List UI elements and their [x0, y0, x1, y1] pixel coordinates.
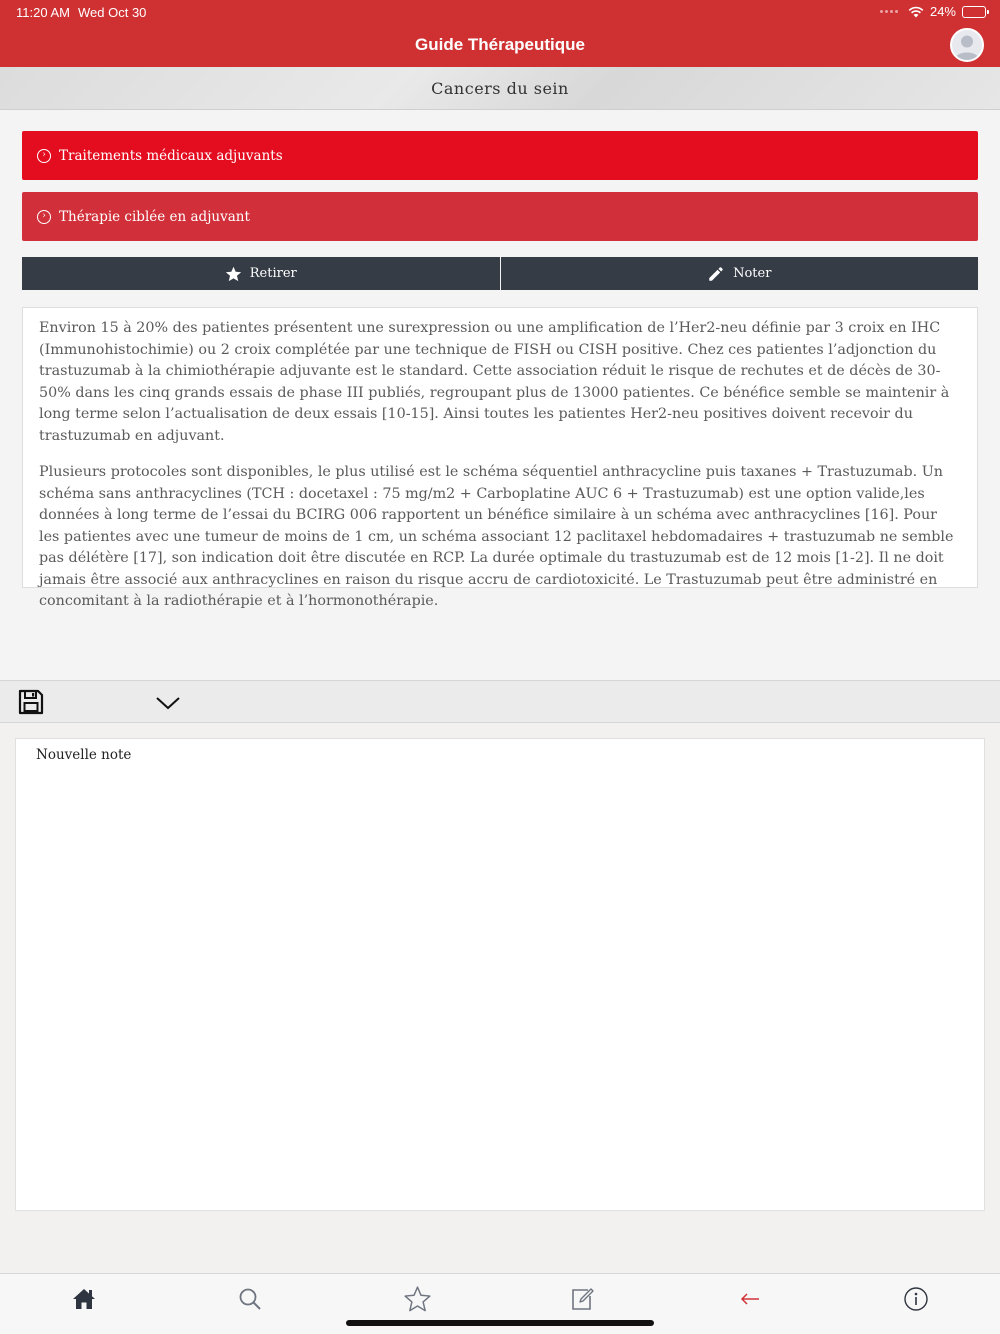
breadcrumb-label: Traitements médicaux adjuvants: [59, 147, 283, 164]
note-toolbar: [0, 680, 1000, 723]
pencil-icon: [707, 265, 725, 283]
battery-icon: [962, 6, 986, 18]
cellular-signal-icon: [880, 10, 898, 13]
action-bar: [22, 257, 978, 290]
app-header: [0, 0, 1000, 67]
note-editor[interactable]: [15, 738, 985, 1211]
remove-label: Retirer: [249, 266, 297, 281]
note-title: Nouvelle note: [36, 747, 132, 763]
user-icon: [952, 30, 982, 60]
breadcrumb-label: Thérapie ciblée en adjuvant: [59, 208, 250, 225]
tab-notes[interactable]: [568, 1284, 598, 1314]
back-arrow-icon: [739, 1291, 761, 1307]
status-right: [880, 4, 986, 19]
home-indicator: [346, 1320, 654, 1326]
content-area: [0, 110, 1000, 680]
chevron-down-icon[interactable]: [155, 692, 181, 712]
tab-favorites[interactable]: [402, 1284, 432, 1314]
star-filled-icon: [225, 266, 242, 282]
tab-search[interactable]: [235, 1284, 265, 1314]
breadcrumb-traitements-adjuvants[interactable]: [22, 131, 978, 180]
battery-percent: 24%: [929, 4, 956, 19]
star-icon: [404, 1286, 431, 1312]
app-title: Guide Thérapeutique: [414, 35, 586, 54]
tab-back[interactable]: [735, 1284, 765, 1314]
article-paragraph: Environ 15 à 20% des patientes présentent une surexpression ou une amplification de l’Her2-neu définie par 3 croix en IHC (Immunohistochimie) ou 2 croix complétée par une technique de FISH ou CISH positive. Chez ces patientes l’adjonction du trastuzumab à la chimiothérapie adjuvante est le standard. Cette association réduit le risque de rechutes et de décès de 30-50% dans les cinq grands essais de phase III publiés, regroupant plus de 13000 patientes. Ce bénéfice semble se maintenir à long terme selon l’actualisation de deux essais [10-15]. Ainsi toutes les patientes Her2-neu positives doivent recevoir du trastuzumab en adjuvant.: [39, 320, 950, 444]
chevron-right-circle-icon: ›: [37, 149, 51, 163]
article-paragraph: Plusieurs protocoles sont disponibles, le plus utilisé est le schéma séquentiel anthracycline puis taxanes + Trastuzumab. Un schéma sans anthracyclines (TCH : docetaxel : 75 mg/m2 + Carboplatine AUC 6 + Trastuzumab) est une option valide,les données à long terme de l’essai du BCIRG 006 rapportent un bénéfice similaire à un schéma avec anthracyclines [16]. Pour les patientes avec une tumeur de moins de 1 cm, un schéma associant 12 paclitaxel hebdomadaires + trastuzumab ne semble pas délétère [17], son indication doit être discutée en RCP. La durée optimale du trastuzumab est de 12 mois [1-2]. Il ne doit jamais être associé aux anthracyclines en raison du risque accru de cardiotoxicité. Le Trastuzumab peut être administré en concomitant à la radiothérapie et à l’hormonothérapie.: [39, 464, 954, 609]
search-icon: [237, 1286, 263, 1312]
add-note-button[interactable]: [500, 257, 979, 290]
user-avatar[interactable]: [950, 28, 984, 62]
breadcrumb-therapie-ciblee[interactable]: [22, 192, 978, 241]
remove-favorite-button[interactable]: [22, 257, 500, 290]
status-date: Wed Oct 30: [78, 5, 147, 20]
info-icon: [903, 1286, 929, 1312]
article-text: [22, 307, 978, 609]
save-icon[interactable]: [18, 689, 44, 715]
chevron-right-circle-icon: ›: [37, 210, 51, 224]
tab-info[interactable]: [901, 1284, 931, 1314]
note-action-label: Noter: [733, 266, 772, 281]
edit-icon: [570, 1286, 596, 1312]
status-time: 11:20 AM: [16, 5, 70, 20]
section-title: Cancers du sein: [431, 79, 569, 98]
tab-home[interactable]: [69, 1284, 99, 1314]
wifi-icon: [908, 6, 924, 18]
section-banner: [0, 67, 1000, 110]
home-icon: [71, 1286, 97, 1312]
